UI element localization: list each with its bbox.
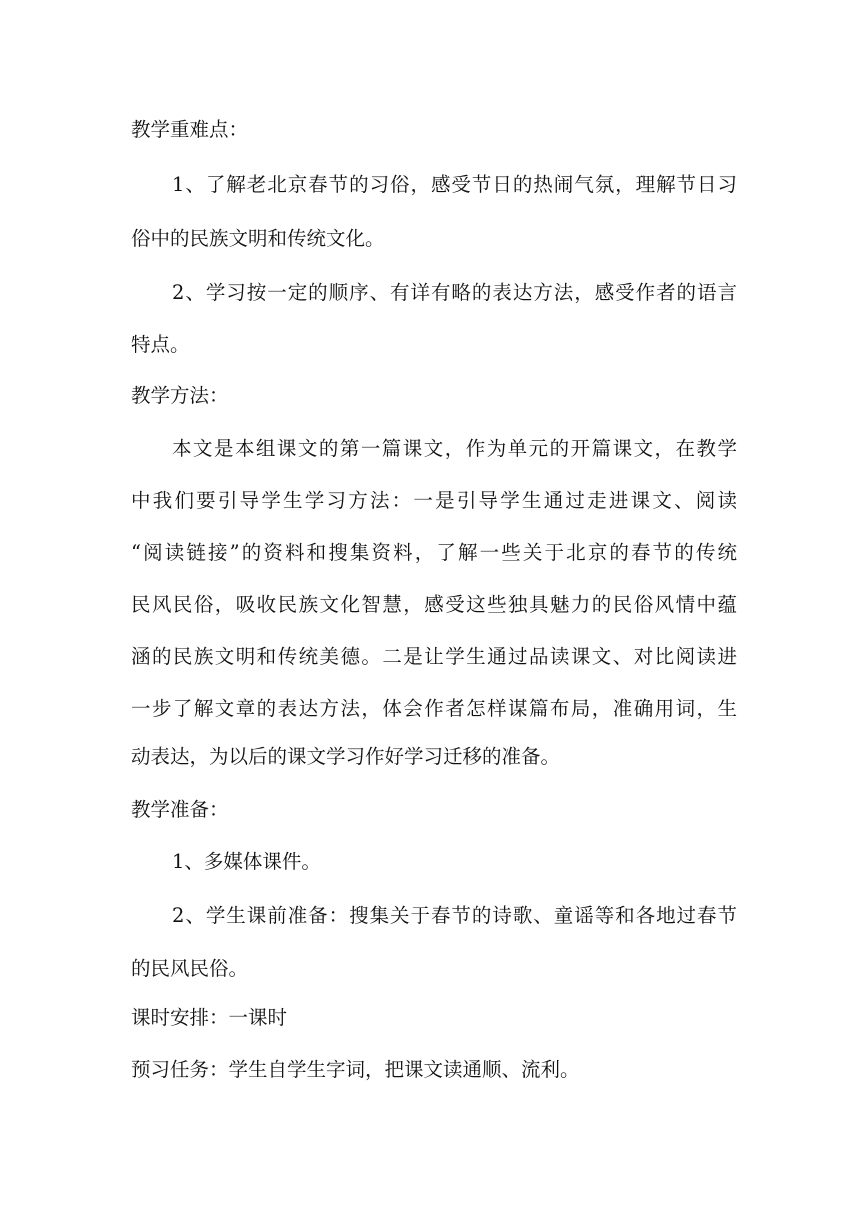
paragraph-line: 2、学生课前准备：搜集关于春节的诗歌、童谣等和各地过春节 xyxy=(172,904,737,927)
heading-key-points: 教学重难点： xyxy=(131,118,249,141)
paragraph-line: 中我们要引导学生学习方法：一是引导学生通过走进课文、阅读 xyxy=(131,489,737,512)
paragraph-line: 1、了解老北京春节的习俗，感受节日的热闹气氛，理解节日习 xyxy=(172,173,737,196)
paragraph-line: 的民风民俗。 xyxy=(131,957,249,980)
paragraph-line: 特点。 xyxy=(131,333,190,356)
paragraph-line: 动表达，为以后的课文学习作好学习迁移的准备。 xyxy=(131,745,561,768)
heading-teaching-preparation: 教学准备： xyxy=(131,798,229,821)
paragraph-line: 2、学习按一定的顺序、有详有略的表达方法，感受作者的语言 xyxy=(172,281,737,304)
paragraph-line: 1、多媒体课件。 xyxy=(172,850,321,873)
preview-task-line: 预习任务：学生自学生字词，把课文读通顺、流利。 xyxy=(131,1058,580,1081)
paragraph-line: 民风民俗，吸收民族文化智慧，感受这些独具魅力的民俗风情中蕴 xyxy=(131,593,737,616)
paragraph-line: 俗中的民族文明和传统文化。 xyxy=(131,227,385,250)
paragraph-line: “阅读链接”的资料和搜集资料，了解一些关于北京的春节的传统 xyxy=(131,541,737,564)
paragraph-line: 涵的民族文明和传统美德。二是让学生通过品读课文、对比阅读进 xyxy=(131,645,737,668)
class-schedule-line: 课时安排：一课时 xyxy=(131,1006,288,1029)
paragraph-line: 本文是本组课文的第一篇课文，作为单元的开篇课文，在教学 xyxy=(172,437,737,460)
heading-teaching-methods: 教学方法： xyxy=(131,384,229,407)
paragraph-line: 一步了解文章的表达方法，体会作者怎样谋篇布局，准确用词，生 xyxy=(131,697,737,720)
